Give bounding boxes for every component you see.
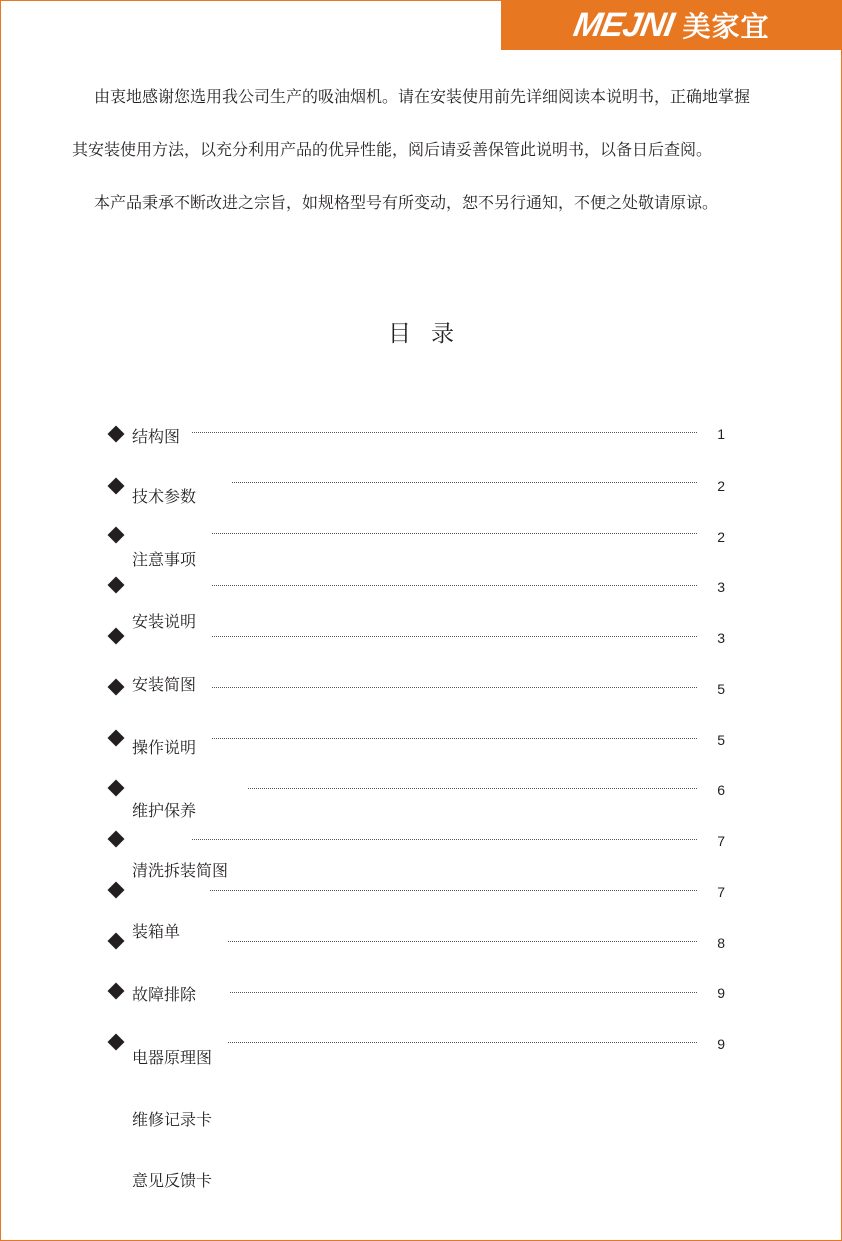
toc-row-page: 7 xyxy=(717,833,725,849)
diamond-bullet-icon xyxy=(108,831,125,848)
toc-leader-dots xyxy=(212,636,697,637)
brand-header xyxy=(501,0,842,50)
toc-leader-dots xyxy=(230,992,697,993)
toc-title: 目录 xyxy=(388,321,474,347)
toc-row-label: 清洗拆装简图 xyxy=(132,861,229,880)
toc-leader-dots xyxy=(210,890,697,891)
toc-row[interactable] xyxy=(110,472,725,506)
toc-leader-dots xyxy=(212,585,697,586)
diamond-bullet-icon xyxy=(108,983,125,1000)
toc-row-page: 9 xyxy=(717,985,725,1001)
toc-row[interactable] xyxy=(110,675,725,757)
brand-logo-latin: MEJNI xyxy=(570,5,676,44)
toc-leader-dots xyxy=(212,687,697,688)
diamond-bullet-icon xyxy=(108,628,125,645)
toc-row-page: 7 xyxy=(717,884,725,900)
diamond-bullet-icon xyxy=(108,577,125,594)
toc-leader-dots xyxy=(228,1042,697,1043)
diamond-bullet-icon xyxy=(108,1034,125,1051)
intro-paragraph-2: 本产品秉承不断改进之宗旨，如规格型号有所变动，恕不另行通知，不便之处敬请原谅。 xyxy=(94,193,719,212)
toc-row-label: 故障排除 xyxy=(132,985,197,1004)
toc-row-page: 1 xyxy=(717,426,725,442)
diamond-bullet-icon xyxy=(108,933,125,950)
toc-row-label: 注意事项 xyxy=(132,550,197,569)
toc-row-page: 5 xyxy=(717,681,725,697)
diamond-bullet-icon xyxy=(108,679,125,696)
toc-row-page: 3 xyxy=(717,630,725,646)
toc-leader-dots xyxy=(228,941,697,942)
intro-text xyxy=(72,70,752,229)
toc-leader-dots xyxy=(192,432,697,433)
diamond-bullet-icon xyxy=(108,882,125,899)
toc-row[interactable] xyxy=(110,420,725,450)
toc-leader-dots xyxy=(232,482,697,483)
toc-row[interactable] xyxy=(110,624,725,694)
brand-logo-chinese: 美家宜 xyxy=(682,10,770,43)
toc-row-page: 5 xyxy=(717,732,725,748)
toc-row-page: 2 xyxy=(717,478,725,494)
toc-row-label: 结构图 xyxy=(132,427,181,446)
toc-row-page: 9 xyxy=(717,1036,725,1052)
toc-leader-dots xyxy=(212,738,697,739)
diamond-bullet-icon xyxy=(108,426,125,443)
intro-paragraph-1: 由衷地感谢您选用我公司生产的吸油烟机。请在安装使用前先详细阅读本说明书，正确地掌握其安装使用方法，以充分利用产品的优异性能，阅后请妥善保管此说明书，以备日后查阅。 xyxy=(72,87,751,159)
toc-leader-dots xyxy=(212,533,697,534)
toc-row-label: 维护保养 xyxy=(132,801,197,820)
toc-row-label: 意见反馈卡 xyxy=(132,1171,213,1190)
diamond-bullet-icon xyxy=(108,478,125,495)
toc-row-page: 6 xyxy=(717,782,725,798)
toc-row-label: 维修记录卡 xyxy=(132,1110,213,1129)
toc-row-label: 安装简图 xyxy=(132,675,197,694)
toc-row-label: 电器原理图 xyxy=(132,1048,213,1067)
toc-row[interactable] xyxy=(110,523,725,569)
toc-row-label: 操作说明 xyxy=(132,738,197,757)
toc-row-page: 8 xyxy=(717,935,725,951)
toc-row-page: 3 xyxy=(717,579,725,595)
diamond-bullet-icon xyxy=(108,780,125,797)
toc-row-label: 技术参数 xyxy=(132,487,197,506)
toc-row-page: 2 xyxy=(717,529,725,545)
diamond-bullet-icon xyxy=(108,730,125,747)
toc-row[interactable] xyxy=(110,573,725,631)
toc-row-label: 安装说明 xyxy=(132,612,197,631)
toc-leader-dots xyxy=(192,839,697,840)
diamond-bullet-icon xyxy=(108,527,125,544)
toc-leader-dots xyxy=(248,788,697,789)
toc-row[interactable] xyxy=(110,726,725,820)
toc-row-label: 装箱单 xyxy=(132,922,181,941)
